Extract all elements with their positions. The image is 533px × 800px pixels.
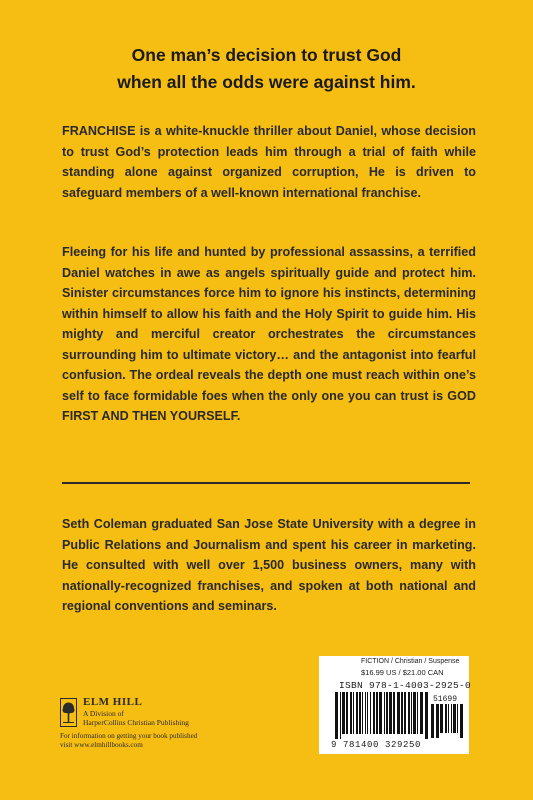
barcode-bar <box>411 692 412 734</box>
barcode-label <box>319 656 472 754</box>
synopsis-paragraph-1: FRANCHISE is a white-knuckle thriller about Daniel, whose decision to trust God’s protection leads him through a trial of faith while standing alone against organized corruption, He is driven to safeguard members of a well-known international franchise. <box>62 124 476 200</box>
barcode-bar <box>379 692 382 734</box>
barcode-bar <box>362 692 363 734</box>
barcode-bar <box>373 692 375 734</box>
barcode-digits: 9 781400 329250 <box>331 740 422 750</box>
tagline-line-2: when all the odds were against him. <box>117 72 416 92</box>
publisher-info <box>60 732 197 750</box>
barcode-bar <box>370 692 371 734</box>
barcode-bar <box>413 692 416 734</box>
bisac-category: FICTION / Christian / Suspense <box>361 658 460 665</box>
barcode-bar <box>440 704 443 733</box>
division-line-1: A Division of <box>83 709 124 718</box>
division-line-2: HarperCollins Christian Publishing <box>83 718 189 727</box>
isbn-text: ISBN 978-1-4003-2925-0 <box>339 680 472 691</box>
barcode-bar <box>384 692 385 734</box>
info-line-1: For information on getting your book published <box>60 732 198 740</box>
barcode-bar <box>367 692 368 734</box>
barcode-bar <box>401 692 403 734</box>
barcode-bar <box>420 692 423 734</box>
publisher-name: ELM HILL <box>83 696 143 708</box>
barcode-bar <box>353 692 354 734</box>
barcode-bar <box>453 704 456 733</box>
barcode-bar <box>431 704 434 738</box>
barcode-bar <box>393 692 395 734</box>
barcode-bar <box>386 692 388 734</box>
tagline-line-1: One man’s decision to trust God <box>131 45 402 65</box>
publisher-division <box>83 709 189 727</box>
barcode-bar <box>408 692 410 734</box>
barcode-bar <box>397 692 400 734</box>
barcode-bar <box>346 692 348 734</box>
synopsis-paragraph-2: Fleeing for his life and hunted by professional assassins, a terrified Daniel watches in awe as angels spiritually guide and protect him. Sinister circumstances force him to ignore his instincts, determining within himself to allow his faith and the Holy Spirit to guide him. His mighty and merciful creator orchestrates the circumstances surrounding him to ultimate victory… and the antagonist into fearful confusion. The ordeal reveals the depth one must reach within one’s self to face formidable foes when the only one you can trust is GOD FIRST AND THEN YOURSELF. <box>62 245 476 423</box>
barcode-bar <box>342 692 345 734</box>
barcode-bar <box>365 692 366 734</box>
author-bio: Seth Coleman graduated San Jose State University with a degree in Public Relations and Journalism and spent his career in marketing. He consulted with well over 1,500 business owners, many with nationally-recognized franchises, and spoken at both national and regional conventions and seminars. <box>62 517 476 613</box>
barcode-bar <box>425 692 428 739</box>
tagline <box>0 42 533 96</box>
barcode-bar <box>404 692 406 734</box>
price-addon-digits: 51699 <box>433 695 458 704</box>
barcode-bar <box>389 692 392 734</box>
barcode-bar <box>445 704 447 733</box>
barcode-bar <box>376 692 378 734</box>
barcode-bar <box>457 704 458 733</box>
info-line-2: visit www.elmhillbooks.com <box>60 741 143 749</box>
barcode-bar <box>359 692 361 734</box>
barcode-bar <box>460 704 463 738</box>
addon-barcode-bars <box>431 704 465 738</box>
barcode-bar <box>448 704 449 733</box>
barcode-bar <box>451 704 452 733</box>
barcode-bar <box>417 692 418 734</box>
barcode-bar <box>335 692 338 739</box>
barcode-bars <box>335 692 429 739</box>
barcode-bar <box>350 692 352 734</box>
price-text: $16.99 US / $21.00 CAN <box>361 668 444 677</box>
barcode-bar <box>436 704 439 738</box>
elm-tree-logo-icon <box>60 698 77 727</box>
divider-rule <box>62 482 470 484</box>
barcode-bar <box>356 692 358 734</box>
barcode-bar <box>340 692 341 739</box>
